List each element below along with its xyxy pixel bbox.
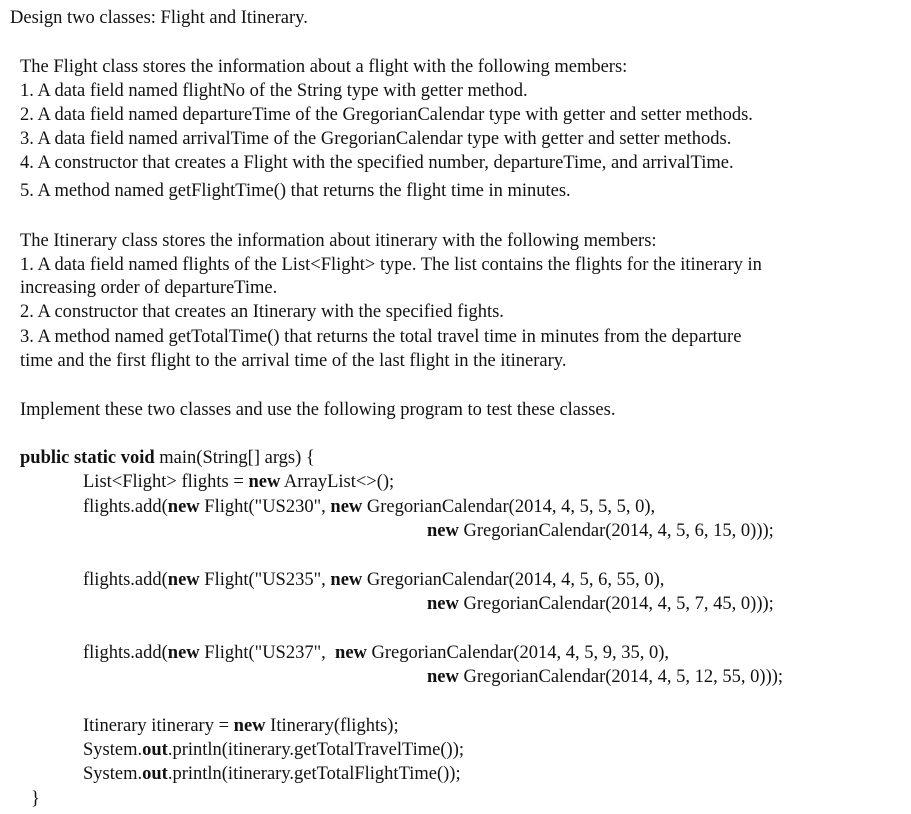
code-text: GregorianCalendar(2014, 4, 5, 6, 15, 0))); — [458, 521, 774, 541]
code-text: flights.add( — [83, 643, 168, 663]
code-list-declaration — [83, 470, 394, 494]
code-add-flight-1 — [83, 495, 655, 519]
implement-text: Implement these two classes and use the following program to test these classes. — [20, 400, 616, 420]
flight-item-2: 2. A data field named departureTime of the GregorianCalendar type with getter and setter methods. — [20, 105, 753, 125]
kw-void: void — [120, 448, 155, 468]
itinerary-item-3-cont: time and the first flight to the arrival time of the last flight in the itinerary. — [20, 351, 567, 371]
code-text: Flight("US235", — [199, 570, 331, 590]
code-add-flight-2 — [83, 568, 664, 592]
code-text: GregorianCalendar(2014, 4, 5, 5, 5, 0), — [362, 497, 656, 517]
code-text: .println(itinerary.getTotalFlightTime()); — [167, 764, 461, 784]
code-text: Itinerary itinerary = — [83, 716, 234, 736]
code-text: GregorianCalendar(2014, 4, 5, 12, 55, 0))); — [458, 667, 784, 687]
kw-new: new — [167, 643, 200, 663]
itinerary-item-1: 1. A data field named flights of the List<Flight> type. The list contains the flights for the itinerary in — [20, 255, 762, 275]
code-text: Flight("US230", — [199, 497, 331, 517]
code-text: GregorianCalendar(2014, 4, 5, 6, 55, 0), — [362, 570, 665, 590]
code-add-flight-2-cont — [427, 592, 774, 616]
kw-new: new — [330, 570, 363, 590]
code-itinerary-declaration — [83, 714, 399, 738]
page-title: Design two classes: Flight and Itinerary. — [10, 8, 308, 28]
kw-static: static — [73, 448, 117, 468]
flight-item-3: 3. A data field named arrivalTime of the GregorianCalendar type with getter and setter methods. — [20, 129, 732, 149]
code-print-flight-time — [83, 762, 461, 786]
kw-public: public — [20, 448, 70, 468]
main-signature-text: main(String[] args) { — [154, 448, 315, 468]
kw-new: new — [427, 667, 459, 687]
flight-intro: The Flight class stores the information about a flight with the following members: — [20, 57, 628, 77]
kw-out: out — [142, 740, 168, 760]
kw-out: out — [142, 764, 168, 784]
code-print-travel-time — [83, 738, 464, 762]
kw-new: new — [330, 497, 363, 517]
code-text: System. — [83, 740, 143, 760]
itinerary-item-3: 3. A method named getTotalTime() that returns the total travel time in minutes from the departure — [20, 327, 742, 347]
code-text: System. — [83, 764, 143, 784]
code-text: List<Flight> flights = — [83, 472, 249, 492]
itinerary-item-2: 2. A constructor that creates an Itinerary with the specified fights. — [20, 302, 504, 322]
kw-new: new — [167, 497, 200, 517]
itinerary-intro: The Itinerary class stores the information about itinerary with the following members: — [20, 231, 657, 251]
code-add-flight-3-cont — [427, 665, 783, 689]
code-text: flights.add( — [83, 570, 168, 590]
kw-new: new — [233, 716, 266, 736]
code-close-brace: } — [31, 789, 40, 809]
kw-new: new — [248, 472, 281, 492]
flight-item-4: 4. A constructor that creates a Flight with the specified number, departureTime, and arrivalTime. — [20, 153, 734, 173]
code-text: GregorianCalendar(2014, 4, 5, 9, 35, 0), — [366, 643, 669, 663]
code-add-flight-3 — [83, 641, 669, 665]
code-text: Flight("US237", — [199, 643, 336, 663]
flight-item-1: 1. A data field named flightNo of the String type with getter method. — [20, 81, 528, 101]
code-main-signature — [20, 446, 315, 470]
code-text: flights.add( — [83, 497, 168, 517]
kw-new: new — [335, 643, 367, 663]
code-add-flight-1-cont — [427, 519, 774, 543]
code-text: .println(itinerary.getTotalTravelTime()); — [167, 740, 465, 760]
code-text: ArrayList<>(); — [280, 472, 395, 492]
flight-item-5: 5. A method named getFlightTime() that returns the flight time in minutes. — [20, 181, 571, 201]
code-text: Itinerary(flights); — [265, 716, 399, 736]
kw-new: new — [427, 521, 459, 541]
kw-new: new — [167, 570, 200, 590]
kw-new: new — [427, 594, 459, 614]
itinerary-item-1-cont: increasing order of departureTime. — [20, 278, 278, 298]
code-text: GregorianCalendar(2014, 4, 5, 7, 45, 0))); — [458, 594, 774, 614]
